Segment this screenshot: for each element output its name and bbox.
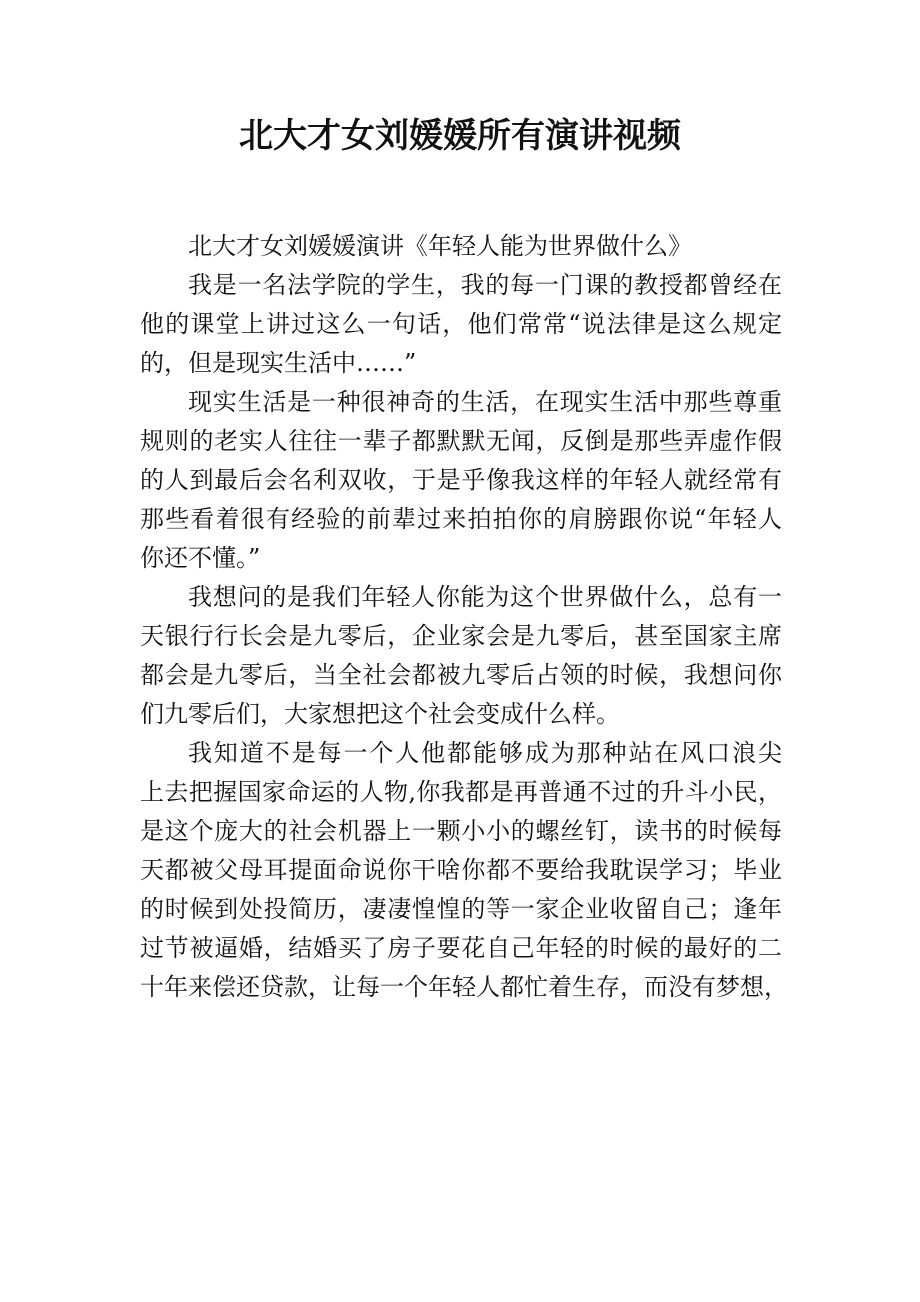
text-line: 天都被父母耳提面命说你干啥你都不要给我耽误学习；毕业 <box>140 856 782 884</box>
text-line: 规则的老实人往往一辈子都默默无闻，反倒是那些弄虚作假 <box>140 427 782 455</box>
text-line: 我是一名法学院的学生，我的每一门课的教授都曾经在 <box>188 271 782 299</box>
document-title: 北大才女刘媛媛所有演讲视频 <box>239 116 681 156</box>
text-line: 天银行行长会是九零后，企业家会是九零后，甚至国家主席 <box>140 622 782 650</box>
text-line: 是这个庞大的社会机器上一颗小小的螺丝钉，读书的时候每 <box>140 817 782 845</box>
text-line: 他的课堂上讲过这么一句话，他们常常“说法律是这么规定 <box>140 310 782 338</box>
text-line: 现实生活是一种很神奇的生活，在现实生活中那些尊重 <box>188 388 782 416</box>
text-line: 我想问的是我们年轻人你能为这个世界做什么，总有一 <box>188 583 782 611</box>
paragraph-3 <box>140 578 782 734</box>
text-line: 你还不懂。” <box>140 544 261 572</box>
text-line: 都会是九零后，当全社会都被九零后占领的时候，我想问你 <box>140 661 782 689</box>
text-line: 我知道不是每一个人他都能够成为那种站在风口浪尖 <box>188 739 782 767</box>
paragraph-1 <box>140 266 782 383</box>
paragraph-4 <box>140 734 788 1007</box>
text-line: 上去把握国家命运的人物,你我都是再普通不过的升斗小民， <box>140 778 782 806</box>
text-line: 的时候到处投简历，凄凄惶惶的等一家企业收留自己；逢年 <box>140 895 782 923</box>
speech-subtitle <box>140 227 782 266</box>
text-line: 们九零后们，大家想把这个社会变成什么样。 <box>140 700 620 728</box>
text-line: 的，但是现实生活中……” <box>140 349 417 377</box>
text-line: 十年来偿还贷款，让每一个年轻人都忙着生存，而没有梦想， <box>140 973 788 1001</box>
text-line: 过节被逼婚，结婚买了房子要花自己年轻的时候的最好的二 <box>140 934 782 962</box>
text-line: 北大才女刘媛媛演讲《年轻人能为世界做什么》 <box>188 232 692 260</box>
document-body <box>140 227 788 1007</box>
text-line: 那些看着很有经验的前辈过来拍拍你的肩膀跟你说“年轻人 <box>140 505 782 533</box>
paragraph-2 <box>140 383 782 578</box>
text-line: 的人到最后会名利双收，于是乎像我这样的年轻人就经常有 <box>140 466 782 494</box>
